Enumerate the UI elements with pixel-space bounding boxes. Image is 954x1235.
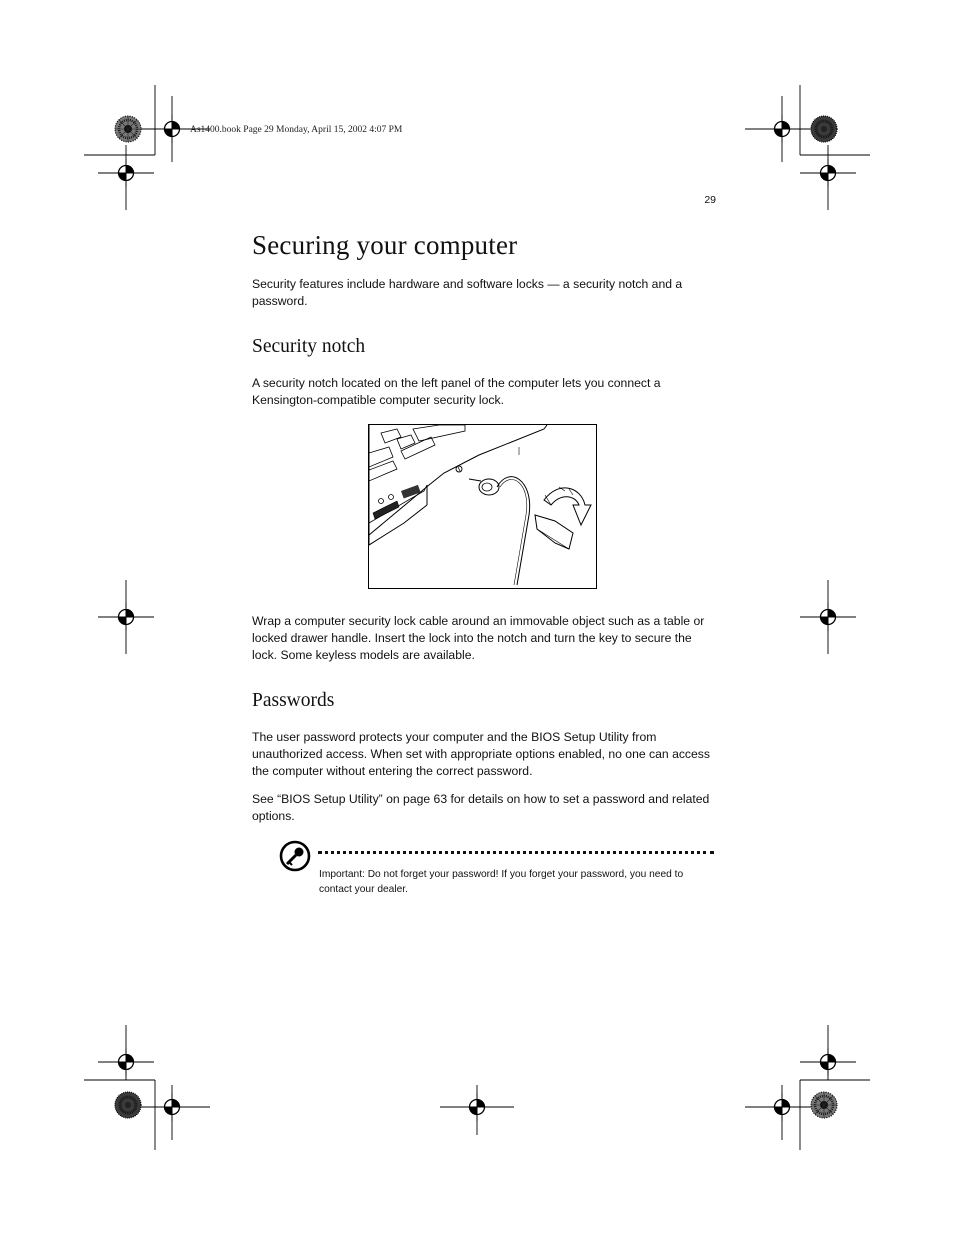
note-divider [318, 851, 714, 854]
security-lock-illustration [368, 424, 597, 589]
passwords-heading: Passwords [252, 690, 335, 711]
print-header: As1400.book Page 29 Monday, April 15, 2002 4:07 PM [190, 125, 403, 135]
security-notch-heading: Security notch [252, 336, 366, 357]
passwords-paragraph: The user password protects your computer and the BIOS Setup Utility from unauthorized access. When set with appropriate options enabled, no one can access the computer without entering the correct password. [252, 730, 710, 778]
page-title: Securing your computer [252, 230, 518, 260]
intro-paragraph: Security features include hardware and software locks — a security notch and a password. [252, 277, 683, 308]
important-note: Important: Do not forget your password! If you forget your password, you need to contact your dealer. [319, 869, 684, 895]
lock-instructions-paragraph: Wrap a computer security lock cable around an immovable object such as a table or locked drawer handle. Insert the lock into the notch and turn the key to secure the lock. Some keyless models are available. [252, 614, 705, 662]
security-notch-paragraph: A security notch located on the left panel of the computer lets you connect a Kensington-compatible computer security lock. [252, 376, 661, 407]
key-icon [279, 840, 311, 872]
bios-reference-paragraph: See “BIOS Setup Utility” on page 63 for details on how to set a password and related options. [252, 792, 710, 823]
page-number: 29 [704, 194, 716, 206]
